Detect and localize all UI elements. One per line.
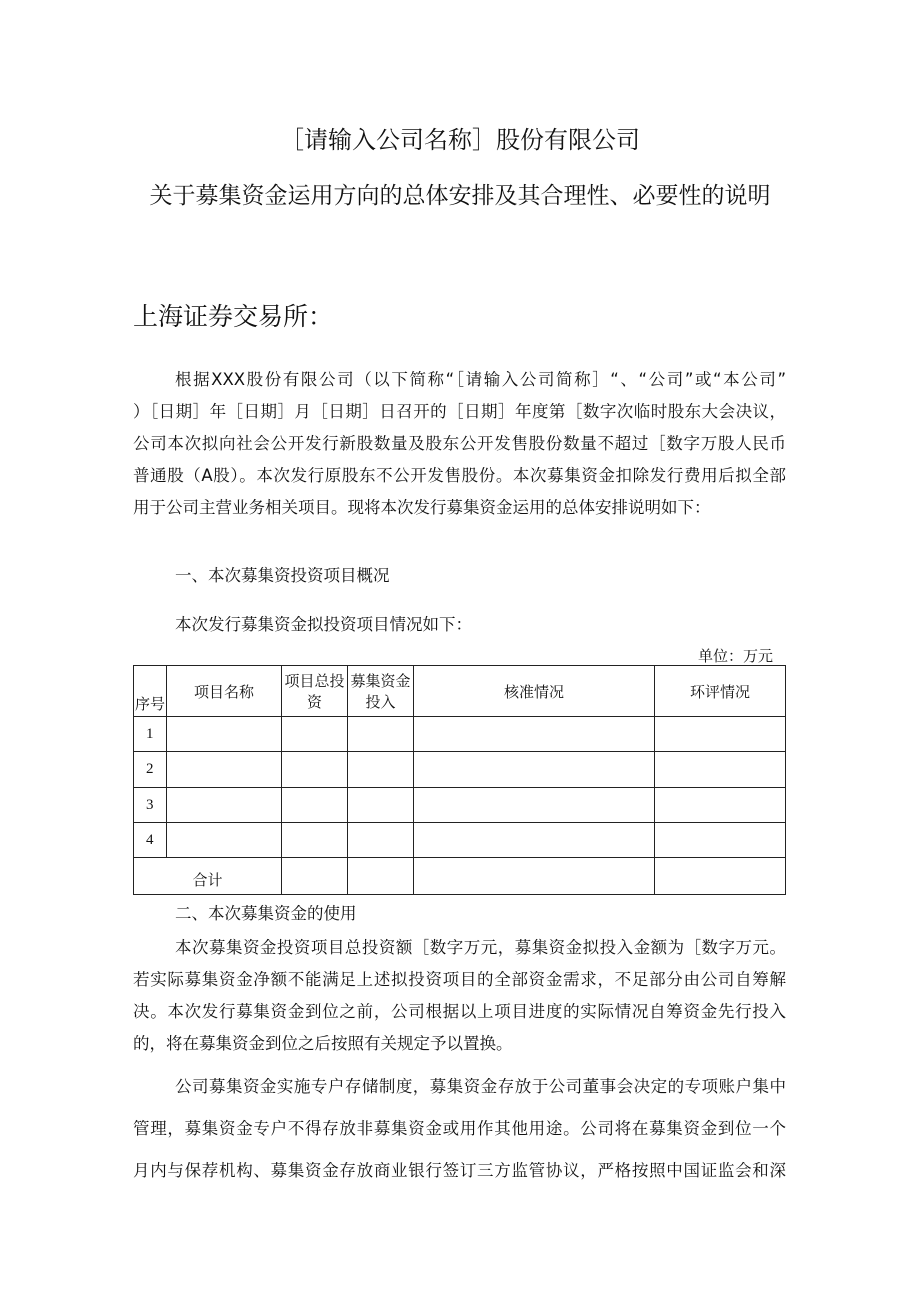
total-label: 合计: [134, 858, 282, 895]
table-row: [134, 717, 786, 752]
row-index: 2: [134, 752, 167, 788]
paragraph-line: 决。本次发行募集资金到位之前，公司根据以上项目进度的实际情况自筹资金先行投入: [133, 1002, 786, 1021]
table-row: [134, 823, 786, 858]
table-header-row: [134, 666, 786, 717]
paragraph-line: 的，将在募集资金到位之后按照有关规定予以置换。: [133, 1034, 513, 1053]
row-index: 4: [134, 823, 167, 858]
header-total-investment: 项目总投资: [282, 666, 348, 717]
header-environmental: 环评情况: [655, 666, 786, 717]
paragraph-line: ）［日期］年［日期］月［日期］日召开的［日期］年度第［数字次临时股东大会决议，: [133, 402, 786, 421]
paragraph-line: 月内与保荐机构、募集资金存放商业银行签订三方监管协议，严格按照中国证监会和深: [133, 1161, 786, 1180]
document-title: ［请输入公司名称］股份有限公司: [280, 126, 640, 154]
table-total-row: [134, 858, 786, 895]
header-approval: 核准情况: [414, 666, 655, 717]
paragraph-line: 若实际募集资金净额不能满足上述拟投资项目的全部资金需求，不足部分由公司自筹解: [133, 970, 786, 989]
row-index: 1: [134, 717, 167, 752]
paragraph-line: 公司本次拟向社会公开发行新股数量及股东公开发售股份数量不超过［数字万股人民币: [133, 434, 786, 453]
section-heading-2: 二、本次募集资金的使用: [175, 904, 357, 923]
section1-intro: 本次发行募集资金拟投资项目情况如下：: [175, 615, 472, 634]
header-raised-funds: 募集资金投入: [348, 666, 414, 717]
paragraph-line: 本次募集资金投资项目总投资额［数字万元，募集资金拟投入金额为［数字万元。: [175, 938, 786, 957]
header-index: 序号: [134, 666, 167, 717]
addressee: 上海证券交易所：: [133, 302, 334, 331]
paragraph-line: 管理，募集资金专户不得存放非募集资金或用作其他用途。公司将在募集资金到位一个: [133, 1119, 786, 1138]
paragraph-line: 用于公司主营业务相关项目。现将本次发行募集资金运用的总体安排说明如下：: [133, 498, 711, 517]
paragraph-line: 公司募集资金实施专户存储制度，募集资金存放于公司董事会决定的专项账户集中: [175, 1077, 786, 1096]
row-index: 3: [134, 788, 167, 823]
paragraph-line: 普通股（A股）。本次发行原股东不公开发售股份。本次募集资金扣除发行费用后拟全部: [133, 466, 786, 485]
table-row: [134, 788, 786, 823]
section-heading-1: 一、本次募集资投资项目概况: [175, 566, 390, 585]
paragraph-line: 根据XXX股份有限公司（以下简称“［请输入公司简称］“、“公司”或“本公司”: [175, 370, 786, 389]
document-subtitle: 关于募集资金运用方向的总体安排及其合理性、必要性的说明: [149, 183, 771, 209]
unit-label: 单位：万元: [698, 647, 774, 665]
header-project-name: 项目名称: [167, 666, 282, 717]
table-row: [134, 752, 786, 788]
projects-table: [133, 665, 786, 895]
